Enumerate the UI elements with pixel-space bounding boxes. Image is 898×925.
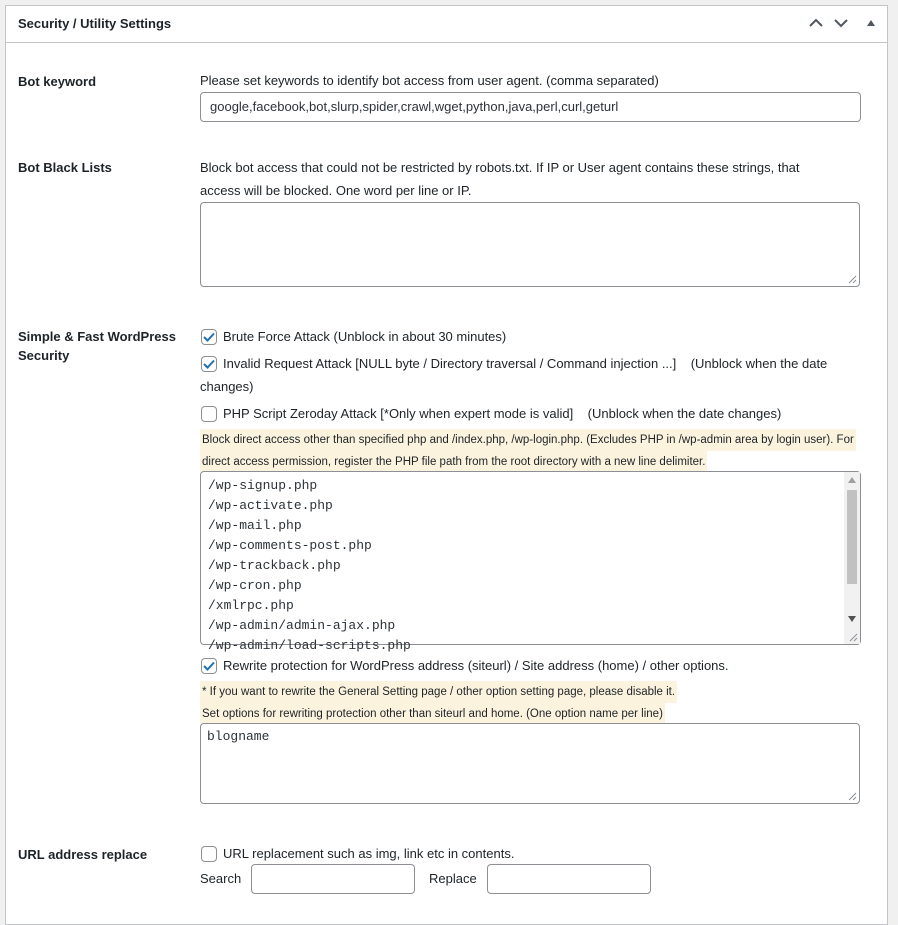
panel-header	[6, 6, 887, 43]
allowed-php-textarea[interactable]	[200, 471, 861, 653]
panel-title: Security / Utility Settings	[18, 16, 172, 31]
direct-access-note-line2: direct access permission, register the PHP file path from the root directory with a new line delimiter.	[200, 451, 707, 473]
allowed-php-list	[208, 476, 411, 656]
bot-keyword-description: Please set keywords to identify bot access from user agent. (comma separated)	[200, 73, 659, 88]
allowed-php-line: /wp-mail.php	[208, 518, 302, 533]
rewrite-note-1: * If you want to rewrite the General Setting page / other option setting page, please disable it.	[200, 681, 677, 703]
allowed-php-line: /wp-admin/admin-ajax.php	[208, 618, 396, 633]
search-input[interactable]	[251, 864, 415, 894]
url-replace-label: URL address replace	[18, 847, 148, 862]
security-label-line2: Security	[18, 348, 70, 363]
bot-keyword-input[interactable]: google,facebook,bot,slurp,spider,crawl,wget,python,java,perl,curl,geturl	[200, 92, 861, 122]
allowed-php-line: /wp-admin/load-scripts.php	[208, 638, 411, 653]
resize-handle-icon[interactable]	[848, 275, 857, 284]
checkmark-icon	[203, 332, 215, 342]
bot-blacklist-description-line1: Block bot access that could not be restricted by robots.txt. If IP or User agent contains these strings, that	[200, 160, 800, 175]
allowed-php-line: /xmlrpc.php	[208, 598, 294, 613]
direct-access-note-line1: Block direct access other than specified php and /index.php, /wp-login.php. (Excludes PHP in /wp-admin area by login user). For	[200, 429, 856, 451]
zeroday-label: PHP Script Zeroday Attack [*Only when expert mode is valid] (Unblock when the date changes)	[223, 406, 782, 421]
chevron-down-icon[interactable]	[830, 12, 852, 34]
rewrite-protection-checkbox[interactable]	[201, 658, 217, 674]
bot-blacklist-textarea[interactable]	[200, 202, 860, 287]
url-replace-checkbox[interactable]	[201, 846, 217, 862]
invalid-request-checkbox[interactable]	[201, 356, 217, 372]
url-replace-checkbox-label: URL replacement such as img, link etc in contents.	[223, 846, 515, 861]
invalid-request-label-line1: Invalid Request Attack [NULL byte / Directory traversal / Command injection ...] (Unblock when the date	[223, 356, 828, 371]
rewrite-options-textarea[interactable]	[200, 723, 860, 804]
allowed-php-line: /wp-signup.php	[208, 478, 318, 493]
scroll-down-icon[interactable]	[848, 616, 856, 622]
invalid-request-label-line2: changes)	[200, 379, 254, 394]
search-label: Search	[200, 871, 242, 886]
replace-label: Replace	[429, 871, 477, 886]
scrollbar[interactable]	[844, 472, 860, 644]
allowed-php-line: /wp-activate.php	[208, 498, 333, 513]
checkmark-icon	[203, 359, 215, 369]
allowed-php-line: /wp-trackback.php	[208, 558, 341, 573]
allowed-php-line: /wp-cron.php	[208, 578, 302, 593]
bot-blacklist-label: Bot Black Lists	[18, 160, 112, 175]
rewrite-options-value: blogname	[207, 729, 270, 744]
resize-handle-icon[interactable]	[849, 633, 858, 642]
zeroday-checkbox[interactable]	[201, 406, 217, 422]
bot-keyword-label: Bot keyword	[18, 74, 97, 89]
settings-panel	[5, 5, 888, 925]
rewrite-protection-label: Rewrite protection for WordPress address (siteurl) / Site address (home) / other options.	[223, 658, 729, 673]
replace-input[interactable]	[487, 864, 651, 894]
allowed-php-line: /wp-comments-post.php	[208, 538, 372, 553]
scrollbar-thumb[interactable]	[847, 490, 857, 584]
chevron-up-icon[interactable]	[805, 12, 827, 34]
bot-blacklist-description-line2: access will be blocked. One word per line or IP.	[200, 183, 472, 198]
security-label-line1: Simple & Fast WordPress	[18, 329, 176, 344]
scroll-up-icon[interactable]	[848, 477, 856, 483]
checkmark-icon	[203, 661, 215, 671]
resize-handle-icon[interactable]	[848, 792, 857, 801]
triangle-up-icon[interactable]	[860, 12, 882, 34]
rewrite-note-2: Set options for rewriting protection other than siteurl and home. (One option name per line)	[200, 703, 665, 725]
brute-force-checkbox[interactable]	[201, 329, 217, 345]
brute-force-label: Brute Force Attack (Unblock in about 30 minutes)	[223, 329, 507, 344]
